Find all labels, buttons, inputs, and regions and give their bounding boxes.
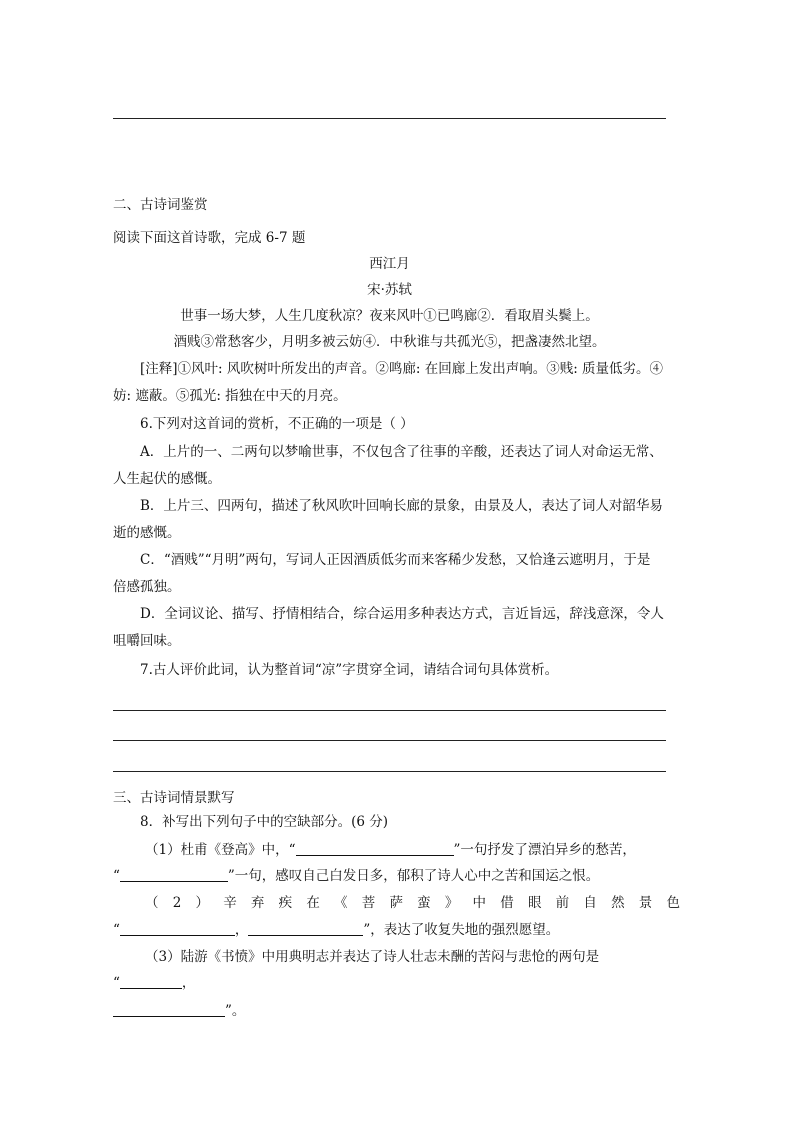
- answer-line: [113, 710, 666, 711]
- question-8-3-line-1: （3）陆游《书愤》中用典明志并表达了诗人壮志未酬的苦闷与悲怆的两句是: [145, 949, 600, 965]
- section-heading-poetry-appreciation: 二、古诗词鉴赏: [113, 197, 208, 213]
- answer-line: [113, 118, 666, 119]
- fill-blank-4[interactable]: [248, 921, 363, 936]
- question-8-1-line-2: [113, 866, 599, 886]
- option-c-line-1: C．“酒贱”“月明”两句，写词人正因酒质低劣而来客稀少发愁，又恰逢云遮明月，于是: [140, 552, 651, 568]
- question-8-3-line-3: [113, 1001, 245, 1021]
- option-a-line-2: 人生起伏的感慨。: [113, 471, 221, 487]
- option-a-line-1: A．上片的一、二两句以梦喻世事，不仅包含了往事的辛酸，还表达了词人对命运无常、: [140, 444, 663, 460]
- question-8-3-line-2: [113, 973, 195, 993]
- section-heading-dictation: 三、古诗词情景默写: [113, 790, 235, 806]
- q8-3-end: ”。: [225, 1003, 246, 1019]
- question-8-1-line-1: [145, 840, 636, 860]
- q8-3-comma: ，: [181, 975, 196, 991]
- q8-3-open: “: [113, 975, 120, 991]
- fill-blank-3[interactable]: [120, 921, 235, 936]
- option-c-line-2: 倍感孤独。: [113, 579, 181, 595]
- question-6-stem: 6.下列对这首词的赏析，不正确的一项是（ ）: [140, 416, 414, 432]
- answer-line: [113, 771, 666, 772]
- annotation-line-1: [注释]①风叶: 风吹树叶所发出的声音。②鸣廊: 在回廊上发出声响。③贱: 质量低劣。④: [140, 361, 664, 377]
- q8-1b-suffix: ”一句，感叹自己白发日多，郁积了诗人心中之苦和国运之恨。: [227, 868, 600, 884]
- reading-instruction: 阅读下面这首诗歌，完成 6-7 题: [113, 230, 306, 246]
- fill-blank-1[interactable]: [296, 841, 454, 856]
- question-8-stem: 8．补写出下列句子中的空缺部分。(6 分): [140, 814, 389, 830]
- fill-blank-2[interactable]: [120, 867, 228, 882]
- poem-line-2: 酒贱③常愁客少，月明多被云妨④．中秋谁与共孤光⑤，把盏凄然北望。: [173, 334, 606, 350]
- question-7-stem: 7.古人评价此词，认为整首词“凉”字贯穿全词，请结合词句具体赏析。: [140, 662, 559, 678]
- question-8-2-line-1: （2）辛弃疾在《菩萨蛮》中借眼前自然景色: [145, 895, 680, 911]
- annotation-line-2: 妨: 遮蔽。⑤孤光: 指独在中天的月亮。: [113, 388, 347, 404]
- poem-author: 宋·苏轼: [367, 282, 412, 298]
- q8-1-prefix: （1）杜甫《登高》中，“: [145, 842, 296, 858]
- option-d-line-1: D．全词议论、描写、抒情相结合，综合运用多种表达方式，言近旨远，辞浅意深，令人: [140, 606, 664, 622]
- option-d-line-2: 咀嚼回味。: [113, 633, 181, 649]
- option-b-line-2: 逝的感慨。: [113, 525, 181, 541]
- question-8-2-line-2: [113, 920, 559, 940]
- q8-2-open: “: [113, 922, 120, 938]
- q8-1b-open: “: [113, 868, 120, 884]
- option-b-line-1: B．上片三、四两句，描述了秋风吹叶回响长廊的景象，由景及人，表达了词人对韶华易: [140, 498, 663, 514]
- poem-line-1: 世事一场大梦，人生几度秋凉？夜来风叶①已鸣廊②．看取眉头鬓上。: [180, 308, 599, 324]
- fill-blank-6[interactable]: [113, 1002, 225, 1017]
- q8-2-suffix: ”，表达了收复失地的强烈愿望。: [363, 922, 560, 938]
- fill-blank-5[interactable]: [120, 974, 182, 989]
- answer-line: [113, 740, 666, 741]
- q8-1-suffix: ”一句抒发了漂泊异乡的愁苦，: [453, 842, 636, 858]
- poem-title: 西江月: [369, 256, 410, 272]
- q8-2-comma: ，: [234, 922, 249, 938]
